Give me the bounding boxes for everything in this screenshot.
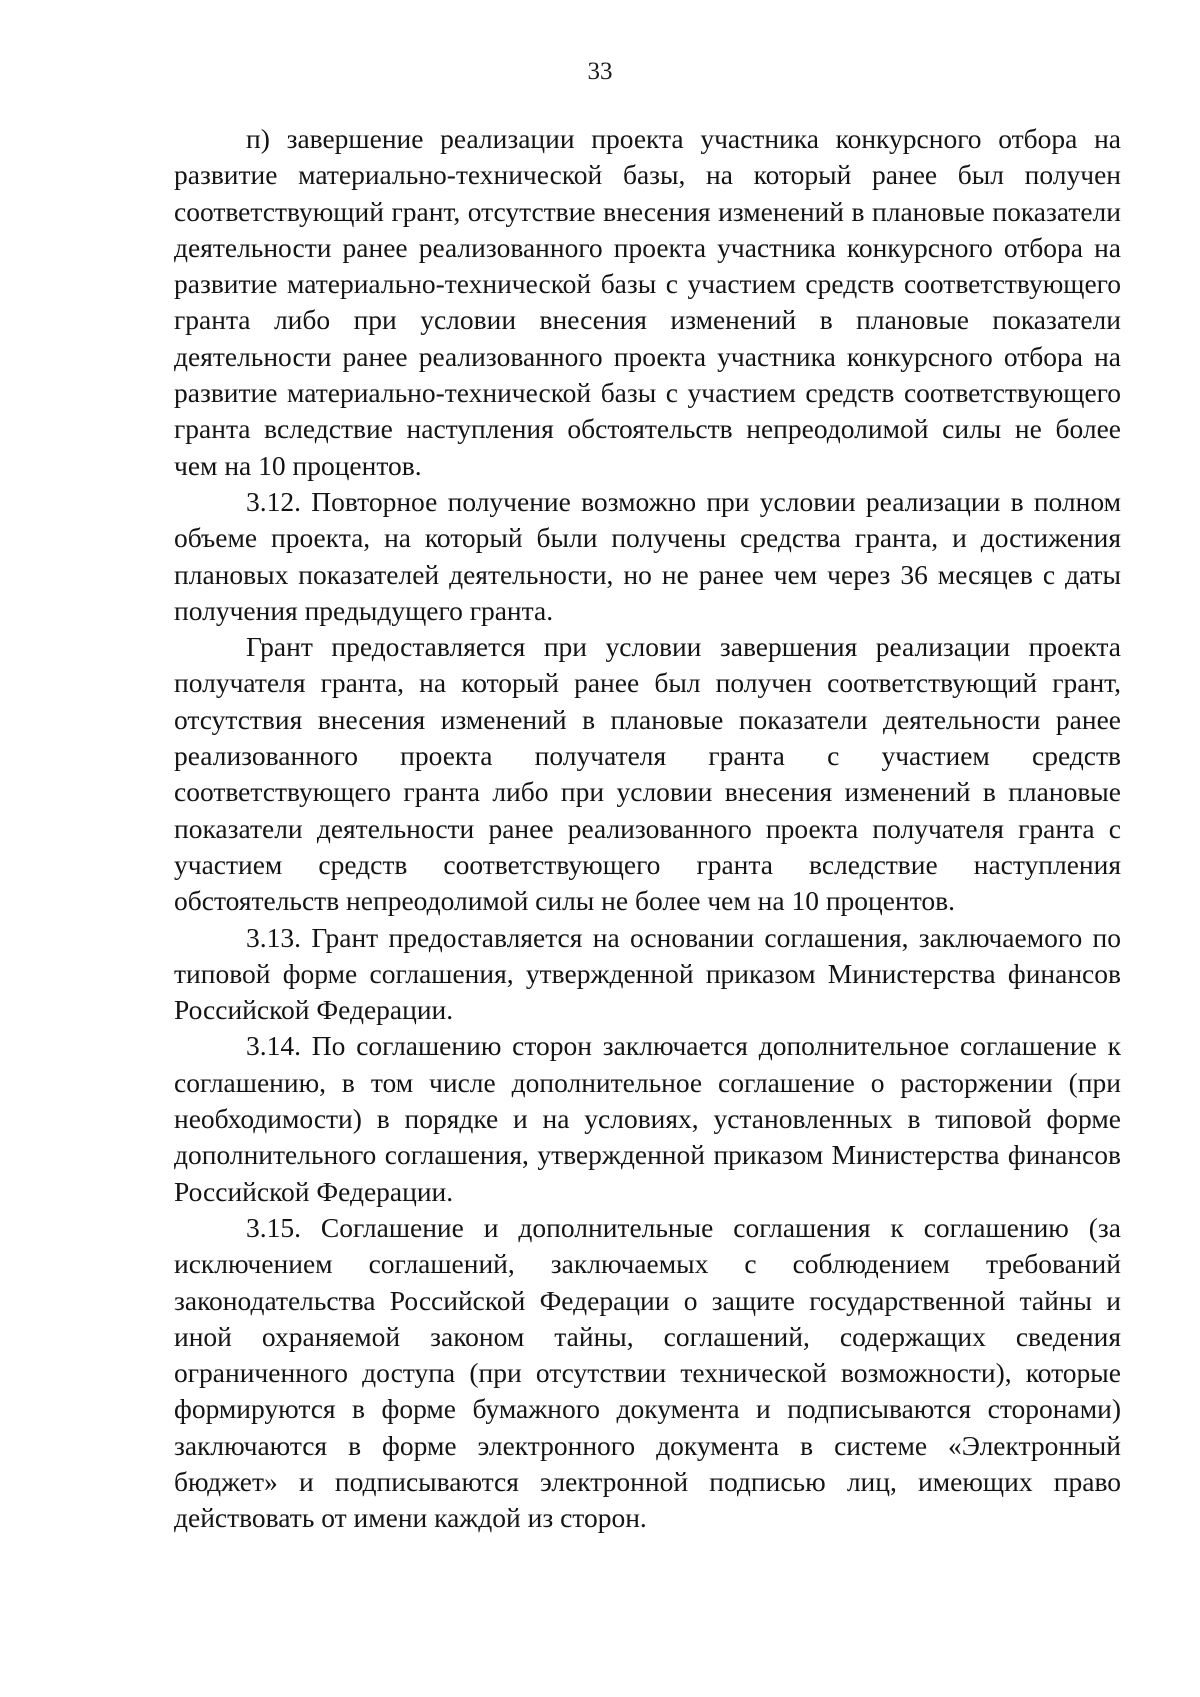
paragraph-3-15: 3.15. Соглашение и дополнительные соглашения к соглашению (за исключением соглашений, заключаемых с соблюдением требований законодательства Российской Федерации о защите государственной тайны и иной охраняемой законом тайны, соглашений, содержащих сведения ограниченного доступа (при отсутствии технической возможности), которые формируются в форме бумажного документа и подписываются сторонами) заключаются в форме электронного документа в системе «Электронный бюджет» и подписываются электронной подписью лиц, имеющих право действовать от имени каждой из сторон. [174,1211,1121,1534]
paragraph-3-12: 3.12. Повторное получение возможно при условии реализации в полном объеме проекта, на который были получены средства гранта, и достижения плановых показателей деятельности, но не ранее чем через 36 месяцев с даты получения предыдущего гранта. [174,485,1121,626]
document-body [174,121,1121,1537]
paragraph-item-p: п) завершение реализации проекта участника конкурсного отбора на развитие материально-технической базы, на который ранее был получен соответствующий грант, отсутствие внесения изменений в плановые показатели деятельности ранее реализованного проекта участника конкурсного отбора на развитие материально-технической базы с участием средств соответствующего гранта либо при условии внесения изменений в плановые показатели деятельности ранее реализованного проекта участника конкурсного отбора на развитие материально-технической базы с участием средств соответствующего гранта вследствие наступления обстоятельств непреодолимой силы не более чем на 10 процентов. [174,123,1121,481]
paragraph-3-13: 3.13. Грант предоставляется на основании соглашения, заключаемого по типовой форме соглашения, утвержденной приказом Министерства финансов Российской Федерации. [174,921,1121,1026]
page-number: 33 [587,58,613,85]
paragraph-3-14: 3.14. По соглашению сторон заключается дополнительное соглашение к соглашению, в том числе дополнительное соглашение о расторжении (при необходимости) в порядке и на условиях, установленных в типовой форме дополнительного соглашения, утвержденной приказом Министерства финансов Российской Федерации. [174,1030,1121,1207]
paragraph-grant-conditions: Грант предоставляется при условии завершения реализации проекта получателя гранта, на который ранее был получен соответствующий грант, отсутствия внесения изменений в плановые показатели деятельности ранее реализованного проекта получателя гранта с участием средств соответствующего гранта либо при условии внесения изменений в плановые показатели деятельности ранее реализованного проекта получателя гранта с участием средств соответствующего гранта вследствие наступления обстоятельств непреодолимой силы не более чем на 10 процентов. [174,631,1121,917]
